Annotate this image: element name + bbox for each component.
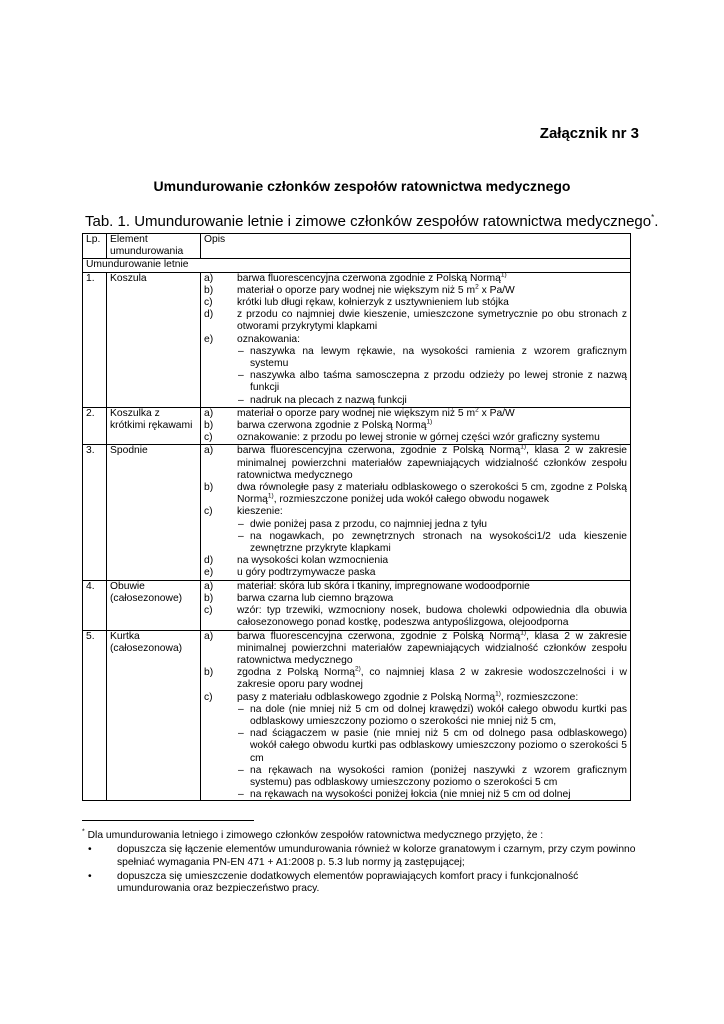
item-text — [237, 420, 627, 432]
dash-marker: – — [238, 703, 244, 715]
item-text — [237, 506, 627, 518]
item-letter: a) — [204, 630, 214, 642]
item-text — [237, 593, 627, 605]
caption-footnote-mark: * — [651, 213, 655, 222]
item-letter: b) — [204, 592, 214, 604]
item-text — [237, 285, 627, 297]
dash-marker: – — [238, 764, 244, 776]
description-item — [204, 309, 627, 333]
header-opis: Opis — [201, 234, 631, 259]
document-title: Umundurowanie członków zespołów ratownictwa medycznego — [153, 178, 571, 194]
description-item — [204, 631, 627, 668]
table-caption — [85, 213, 658, 230]
dash-marker: – — [238, 789, 244, 801]
item-text-main: barwa fluorescencyjna czerwona zgodnie z Polską Normą — [237, 272, 501, 284]
subitem-text: naszywka albo taśma samosczepna z przodu odzieży po lewej stronie z nazwą funkcji — [250, 370, 627, 394]
dash-marker: – — [238, 345, 244, 357]
item-letter: b) — [204, 420, 214, 432]
item-text — [237, 334, 627, 346]
section-row — [83, 259, 631, 272]
item-text — [237, 581, 627, 593]
header-element: Element umundurowania — [107, 234, 201, 259]
dash-marker: – — [238, 728, 244, 740]
table-row — [83, 272, 631, 407]
row-description — [201, 407, 631, 445]
item-letter: c) — [204, 506, 213, 518]
header-lp: Lp. — [83, 234, 107, 259]
item-text — [237, 273, 627, 285]
item-letter: a) — [204, 580, 214, 592]
item-superscript: 1) — [520, 629, 527, 637]
dash-marker: – — [238, 518, 244, 530]
subitem-text: naszywka na lewym rękawie, na wysokości ramienia z wzorem graficznym systemu — [250, 345, 627, 370]
description-item — [204, 334, 627, 346]
item-text-main: dwa równoległe pasy z materiału odblaskowego o szerokości 5 cm, zgodne z Polską Normą — [237, 482, 627, 506]
item-superscript: 1) — [495, 690, 501, 698]
item-superscript: 2 — [475, 283, 479, 291]
item-letter: e) — [204, 333, 214, 345]
row-number: 5. — [83, 630, 107, 801]
item-text — [237, 567, 627, 579]
item-letter: d) — [204, 555, 214, 567]
item-text-main: wzór: typ trzewiki, wzmocniony nosek, budowa cholewki odpowiednia dla obuwia całosezonowego ponad kostkę, podeszwa antypoślizgowa, olejoodporna — [237, 605, 627, 629]
description-item — [204, 445, 627, 482]
item-superscript: 1) — [500, 271, 507, 279]
row-element: Koszulka z krótkimi rękawami — [107, 407, 201, 445]
item-letter: b) — [204, 482, 214, 494]
description-subitem — [204, 789, 627, 800]
item-text-main: z przodu co najmniej dwie kieszenie, umieszczone symetrycznie po obu stronach z otworami przykrytymi klapkami — [237, 309, 627, 333]
table-row — [83, 407, 631, 445]
description-item — [204, 285, 627, 297]
dash-marker: – — [238, 530, 244, 542]
footnote-lead-text: Dla umundurowania letniego i zimowego członków zespołów ratownictwa medycznego przyjęto, że : — [84, 830, 544, 841]
section-label: Umundurowanie letnie — [83, 259, 631, 272]
description-item — [204, 667, 627, 691]
footnote — [82, 830, 642, 895]
description-item — [204, 555, 627, 567]
item-text-rest: , klasa 2 w zakresie minimalnej powierzchni materiałów zapewniających widzialność członków zespołu ratownictwa medycznego — [237, 445, 627, 481]
item-letter: c) — [204, 297, 213, 309]
description-subitem — [204, 370, 627, 394]
row-element: Kurtka (całosezonowa) — [107, 630, 201, 801]
caption-end: . — [654, 213, 659, 230]
item-text-main: barwa fluorescencyjna czerwona, zgodnie z Polską Normą — [237, 445, 521, 457]
item-text-main: pasy z materiału odblaskowego zgodnie z Polską Normą — [237, 691, 496, 703]
annex-label: Załącznik nr 3 — [539, 125, 639, 142]
description-item — [204, 408, 627, 420]
item-text-main: oznakowanie: z przodu po lewej stronie w górnej części wzór graficzny systemu — [237, 432, 600, 444]
description-item — [204, 593, 627, 605]
subitem-text: na rękawach na wysokości poniżej łokcia (nie mniej niż 5 cm od dolnej — [250, 789, 571, 801]
description-subitem — [204, 728, 627, 765]
item-text — [237, 309, 627, 333]
subitem-text: na dole (nie mniej niż 5 cm od dolnej krawędzi) wokół całego obwodu kurtki pas odblaskowy umieszczony poziomo o szerokości nie mniej niż 5 cm, — [250, 703, 627, 727]
description-item — [204, 605, 627, 629]
description-subitem — [204, 346, 627, 370]
item-text-main: materiał o oporze pary wodnej nie większym niż 5 m — [237, 407, 476, 419]
footnote-bullet-item — [82, 871, 642, 896]
description-item — [204, 420, 627, 432]
table-row — [83, 630, 631, 801]
item-text-main: barwa fluorescencyjna czerwona, zgodnie z Polską Normą — [237, 630, 521, 642]
description-subitem — [204, 531, 627, 555]
row-number: 3. — [83, 445, 107, 580]
description-item — [204, 581, 627, 593]
row-number: 1. — [83, 272, 107, 407]
description-item — [204, 506, 627, 518]
subitem-text: nad ściągaczem w pasie (nie mniej niż 5 cm od dolnego pasa odblaskowego) wokół całego obwodu kurtki pas odblaskowy umieszczony poziomo o szerokości 5 cm — [250, 728, 627, 764]
subitem-text: na nogawkach, po zewnętrznych stronach na wysokości1/2 uda kieszenie zewnętrzne przykryte klapkami — [250, 530, 627, 555]
dash-marker: – — [238, 370, 244, 382]
item-letter: c) — [204, 605, 213, 617]
item-superscript: 1) — [426, 418, 433, 426]
item-text — [237, 605, 627, 629]
subitem-text: dwie poniżej pasa z przodu, co najmniej jedna z tyłu — [250, 518, 487, 530]
item-text-main: materiał: skóra lub skóra i tkaniny, impregnowane wodoodpornie — [237, 580, 530, 592]
row-number: 2. — [83, 407, 107, 445]
item-letter: a) — [204, 272, 214, 284]
footnote-bullet-text: dopuszcza się łączenie elementów umundurowania również w kolorze granatowym i czarnym, przy czym powinno spełniać wymagania PN-EN 471 + A1:2008 p. 5.3 lub normy ją zastępującej; — [117, 844, 636, 868]
item-superscript: 1) — [267, 492, 274, 500]
item-text-rest: x Pa/W — [478, 284, 515, 296]
footnote-bullet-text: dopuszcza się umieszczenie dodatkowych elementów poprawiających komfort pracy i funkcjonalność umundurowania oraz bezpieczeństwo pracy. — [117, 870, 579, 895]
row-number: 4. — [83, 580, 107, 630]
item-text-main: u góry podtrzymywacze paska — [237, 567, 376, 579]
item-text-main: oznakowania: — [237, 333, 300, 345]
item-superscript: 2 — [475, 406, 479, 414]
item-text — [237, 482, 627, 506]
table-row — [83, 445, 631, 580]
row-description — [201, 630, 631, 801]
item-letter: b) — [204, 667, 214, 679]
item-text — [237, 555, 627, 567]
description-item — [204, 567, 627, 579]
item-text-rest: , rozmieszczone poniżej uda wokół całego obwodu nogawek — [273, 494, 550, 506]
footnote-bullet-item — [82, 844, 642, 869]
subitem-text: nadruk na plecach z nazwą funkcji — [250, 394, 407, 406]
bullet-marker: • — [88, 870, 92, 882]
row-element: Obuwie (całosezonowe) — [107, 580, 201, 630]
description-item — [204, 273, 627, 285]
item-text-main: materiał o oporze pary wodnej nie większym niż 5 m — [237, 284, 476, 296]
item-text-main: kieszenie: — [237, 506, 283, 518]
item-text — [237, 445, 627, 482]
item-text — [237, 297, 627, 309]
item-text-main: zgodna z Polską Normą — [237, 667, 355, 679]
description-subitem — [204, 519, 627, 531]
footnote-mark: * — [82, 828, 85, 836]
item-letter: c) — [204, 432, 213, 444]
item-text-rest: , co najmniej klasa 2 w zakresie wodoszczelności i w zakresie oporu pary wodnej — [237, 667, 627, 691]
footnote-separator — [82, 820, 254, 821]
description-subitem — [204, 765, 627, 789]
row-element: Koszula — [107, 272, 201, 407]
item-letter: e) — [204, 567, 214, 579]
item-letter: a) — [204, 407, 214, 419]
table-header-row — [83, 234, 631, 259]
item-text-rest: , klasa 2 w zakresie minimalnej powierzchni materiałów zapewniających widzialność członków zespołu ratownictwa medycznego — [237, 630, 627, 666]
item-letter: b) — [204, 284, 214, 296]
item-text-main: na wysokości kolan wzmocnienia — [237, 555, 389, 567]
footnote-lead — [82, 830, 642, 842]
description-subitem — [204, 704, 627, 728]
item-superscript: 1) — [520, 444, 527, 452]
dash-marker: – — [238, 394, 244, 406]
row-description — [201, 580, 631, 630]
caption-text: Tab. 1. Umundurowanie letnie i zimowe członków zespołów ratownictwa medycznego — [85, 213, 652, 230]
item-text-main: barwa czerwona zgodnie z Polską Normą — [237, 420, 427, 432]
description-item — [204, 432, 627, 444]
item-text — [237, 692, 627, 704]
item-letter: d) — [204, 309, 214, 321]
description-item — [204, 482, 627, 506]
row-description — [201, 272, 631, 407]
item-text — [237, 631, 627, 668]
item-text-rest: x Pa/W — [478, 407, 515, 419]
item-text-rest: , rozmieszczone: — [500, 691, 579, 703]
item-letter: a) — [204, 445, 214, 457]
row-element: Spodnie — [107, 445, 201, 580]
item-letter: c) — [204, 691, 213, 703]
subitem-text: na rękawach na wysokości ramion (poniżej naszywki z wzorem graficznym systemu) pas odblaskowy umieszczony poziomo o szerokości 5 cm — [250, 764, 627, 788]
uniform-table — [82, 233, 631, 801]
description-item — [204, 692, 627, 704]
item-text-main: barwa czarna lub ciemno brązowa — [237, 592, 394, 604]
row-description — [201, 445, 631, 580]
description-item — [204, 297, 627, 309]
bullet-marker: • — [88, 844, 92, 856]
table-row — [83, 580, 631, 630]
item-text-main: krótki lub długi rękaw, kołnierzyk z usztywnieniem lub stójka — [237, 297, 509, 309]
item-text — [237, 667, 627, 691]
item-text — [237, 432, 627, 444]
item-superscript: 2) — [354, 665, 361, 673]
description-subitem — [204, 395, 627, 407]
